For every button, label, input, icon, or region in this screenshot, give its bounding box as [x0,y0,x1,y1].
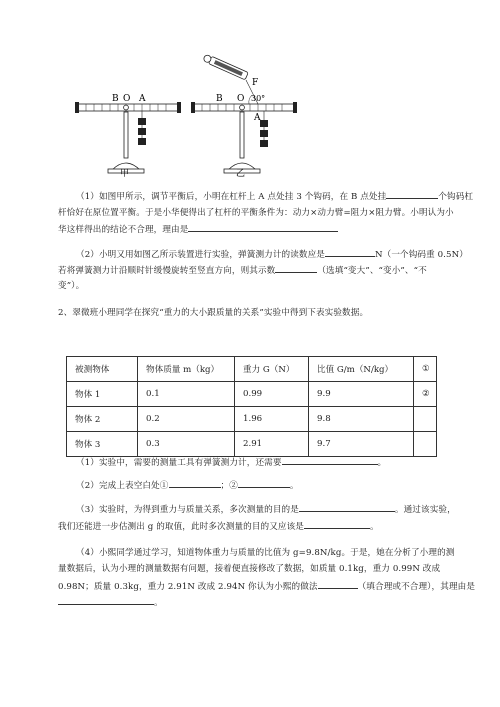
q1-p1-line1: （1）如图甲所示，调节平衡后，小明在杠杆上 A 点处挂 3 个钩码，在 B 点处挂 个钩码杠 [76,188,473,205]
answer-blank-justification[interactable] [58,594,154,605]
answer-blank-1[interactable] [169,477,221,488]
table-row [67,382,437,407]
table-header-cell: 被测物体 [67,357,138,382]
q2-s1: （1）实验中，需要的测量工具有弹簧测力计，还需要 。 [76,454,386,471]
caption-jia: 甲 [120,169,130,177]
table-header-cell: 物体质量 m（kg） [138,357,235,382]
label-O-yi: O [237,94,245,104]
q2-s4-line1: （4）小熙同学通过学习，知道物体重力与质量的比值为 g=9.8N/kg。于是，她在分析了小理的测 [76,548,455,558]
q2-title: 2、翠微班小理同学在探究“重力的大小跟质量的关系”实验中得到下表实验数据。 [58,308,369,318]
table-cell: ② [414,382,437,407]
answer-blank-change[interactable] [275,262,317,273]
q2-s3-line2: 我们还能进一步估测出 g 的取值，此时多次测量的目的又应该是 。 [58,518,379,535]
answer-blank-tool[interactable] [282,454,378,465]
table-cell: 物体 2 [67,407,138,432]
q2-s2: （2）完成上表空白处① ；② 。 [76,477,299,494]
q2-s4-line2: 量数据后，认为小理的测量数据有问题，接着便直接修改了数据，如质量 0.1kg，重力 0.99N 改成 [58,564,441,574]
data-table [66,356,437,457]
lever-figure [68,52,298,177]
table-header-row [67,357,437,382]
q1-p2-line3: 变”）。 [58,281,85,291]
table-header-cell: 重力 G（N） [235,357,309,382]
caption-yi: 乙 [236,169,246,177]
q1-p1-line3: 华这样得出的结论不合理，理由是 [58,221,338,238]
q1-p2-line2: 若将弹簧测力计沿顺时针缓慢旋转至竖直方向，则其示数 （选填“变大”、“变小”、“不 [58,262,427,279]
answer-blank-purpose2[interactable] [304,518,370,529]
table-cell: 物体 3 [67,432,138,457]
table-cell: 0.99 [235,382,309,407]
table-cell: 9.8 [309,407,414,432]
q1-p1-line2: 杆恰好在原位置平衡。于是小华便得出了杠杆的平衡条件为：动力×动力臂=阻力×阻力臂。小明认为小 [58,208,454,218]
answer-blank-2[interactable] [238,477,290,488]
lever-jia [75,102,181,173]
label-angle: 30° [251,94,266,103]
spring-scale [203,54,249,80]
answer-blank-reason[interactable] [188,221,338,232]
table-cell [414,432,437,457]
label-F: F [252,78,259,88]
label-A-yi: A [254,113,261,123]
table-cell: 0.1 [138,382,235,407]
q2-s4-line4: 。 [58,594,163,611]
table-cell: 9.7 [309,432,414,457]
table-cell: 2.91 [235,432,309,457]
table-header-cell: ① [414,357,437,382]
label-O-jia: O [123,94,131,104]
q2-s4-line3: 0.98N；质量 0.3kg，重力 2.91N 改成 2.94N 你认为小熙的做法 （填合理或不合理），其理由是 [58,578,475,595]
label-A-jia: A [139,94,146,104]
answer-blank-hooks[interactable] [386,188,438,199]
answer-blank-purpose1[interactable] [299,501,395,512]
table-cell: 9.9 [309,382,414,407]
table-cell: 1.96 [235,407,309,432]
table-cell: 0.3 [138,432,235,457]
table-cell: 0.2 [138,407,235,432]
label-B-jia: B [112,94,119,104]
table-header-cell: 比值 G/m（N/kg） [309,357,414,382]
table-cell [414,407,437,432]
table-row [67,407,437,432]
lever-yi [191,54,297,173]
q2-s3-line1: （3）实验时，为得到重力与质量关系，多次测量的目的是 。通过该实验， [76,501,456,518]
table-row [67,432,437,457]
table-cell: 物体 1 [67,382,138,407]
answer-blank-judgement[interactable] [318,578,358,589]
q1-p2-line1: （2）小明又用如图乙所示装置进行实验，弹簧测力计的读数应是 N（一个钩码重 0.5N） [76,246,468,263]
label-B-yi: B [216,94,223,104]
answer-blank-reading[interactable] [325,246,375,257]
